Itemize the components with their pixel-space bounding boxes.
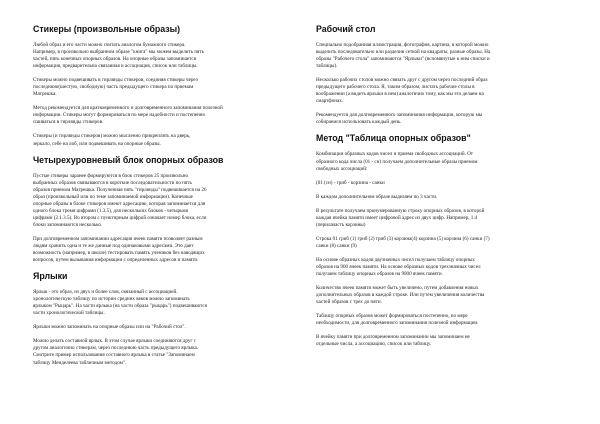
paragraph	[33, 133, 285, 147]
text-line: вопросов, путем вызывания информации с определенных адресов и памяти.	[33, 257, 199, 264]
text-line: Можно делать составной ярлык. В этом случае ярлыки соединяются друг с	[33, 338, 196, 345]
text-line: В результате получаем пронумерованную строку опорных образов, в которой	[316, 207, 485, 214]
right-column	[316, 24, 568, 355]
text-line: свободных ассоциаций:	[316, 165, 368, 172]
text-line: Ярлыки можно запоминать на опорные образы или на "Рабочий стол".	[33, 324, 186, 331]
section-title-desktop: Рабочий стол	[316, 24, 376, 34]
text-line: зеркало, себе на лоб, или подвешивать на опорные образы.	[33, 140, 161, 147]
text-line: предыдущего рабочего стола. Я, таким образом, листать рабочие столы в	[316, 84, 475, 91]
text-line: воображении (а видеть ярлыки в нем) аналогично тому, как мы это делаем на	[316, 91, 484, 98]
paragraph	[33, 42, 285, 70]
section-title-labels: Ярлыки	[33, 271, 68, 282]
paragraph	[33, 77, 285, 98]
text-line: Строка 01 гриб (1) гриб (2) гриб (3) корзина(4) корзина (5) корзина (6) санки (7)	[316, 235, 490, 242]
text-line: В каждом дополнительном образе выделяем по 3 части.	[316, 193, 438, 200]
text-line: Матрешка.	[33, 91, 57, 98]
text-line: Метод рекомендуется для кратковременного и долговременного запоминания полезной	[33, 105, 223, 112]
text-line: опорные образы в блоке стикеров имеют адресацию, которая запоминается для	[33, 200, 206, 207]
text-line: выделить последовательно или разделив сеткой на квадраты, разные образы. На	[316, 49, 491, 56]
paragraph	[316, 236, 568, 250]
text-line: одного блока тремя цифрами (1.3.5), для нескольких блоков - четырьмя	[33, 207, 188, 214]
text-line: На основе образных кодов двузначных чисел получаем таблицу опорных	[316, 256, 475, 263]
text-line: частей образов с трех до пяти.	[316, 299, 382, 306]
paragraph	[316, 180, 568, 187]
text-line: возможность (например, в школе) тестировать память учеников без наводящих	[33, 250, 205, 257]
text-line: выбранных образов связываются в короткие последовательности по пять	[33, 179, 192, 186]
paragraph	[33, 324, 285, 331]
text-line: блоки запоминаются несколько.	[33, 221, 103, 228]
text-line: собираемся использовать каждый день.	[316, 119, 402, 126]
text-line: (01 (сн) - гриб - корзина - санки	[316, 179, 385, 186]
text-line: Пустые стикеры заранее формируются в блок стикеров 25 произвольно	[33, 172, 189, 179]
text-line: таблицу Менделеева табличным методом".	[33, 359, 127, 366]
text-line: санки (8) санки (9)	[316, 242, 357, 249]
text-line: Любой образ и его части можно считать аналогом бумажного стикера.	[33, 42, 186, 48]
section-title-four-level-block: Четырехуровневый блок опорных образов	[33, 154, 224, 165]
section-title-table-method: Метод "Таблица опорных образов"	[316, 133, 471, 144]
text-line: людям хранить одна и те же данные под одинаковыми адресами. Это дает	[33, 242, 194, 249]
text-line: Смотрите пример использования составного ярлыка в статье "Запоминаем	[33, 352, 195, 359]
paragraph	[33, 338, 285, 366]
paragraph	[316, 313, 568, 327]
paragraph	[316, 208, 568, 229]
text-line: образ (произвольный или по теме запоминаемой информации). Конечные	[33, 193, 193, 200]
paragraph	[316, 334, 568, 348]
text-line: дополнительных образов в каждой строке. Или путем увеличения количества	[316, 292, 485, 299]
text-line: В ячейку памяти при долговременном запоминании мы запоминаем не	[316, 334, 470, 341]
text-line: образов приемом Матрешка. Полученная пять "гирлянды" подвешивается на 26	[33, 186, 207, 193]
text-line: частей, пять конечных опорных образов. На опорные образы запоминается	[33, 56, 197, 63]
text-line: образного кода числа (01 - сн) получаем дополнительные образы приемом	[316, 158, 478, 165]
paragraph	[33, 105, 285, 126]
text-line: образов на 900 ячеек памяти. На основе образных кодов трехзначных чисел	[316, 263, 481, 270]
text-line: получаем таблицу опорных образов на 9000 ячеек памяти.	[316, 271, 443, 278]
paragraph	[316, 285, 568, 306]
text-line: последнюю(шестую, свободную) часть предыдущего стикера по приемам	[33, 84, 194, 91]
text-line: Комбинации образных кодов чисел и приема свободных ассоциаций. От	[316, 151, 474, 158]
text-line: Количество ячеек памяти может быть увеличено, путем добавления новых	[316, 285, 479, 292]
paragraph	[316, 112, 568, 126]
text-line: хронологическую таблицу по истории средних веков можно запоминать	[33, 296, 190, 303]
text-line: (перилачасть корзины)	[316, 221, 366, 228]
text-line: смартфонах.	[316, 98, 344, 105]
text-line: Таблицу опорных образов может формироваться постепенно, по мере	[316, 313, 468, 320]
text-line: ярлыком "Рыцарь". На части ярлыка (на части образа "рыцарь") подвешиваются	[33, 303, 207, 310]
text-line: Специально подобранная иллюстрация, фотография, картина, в которой можно	[316, 42, 489, 48]
text-line: Несколько рабочих столов можно связать друг с другом через последний образ	[316, 77, 488, 84]
text-line: Например, в произвольно выбранном образе "книга" мы можем выделить пять	[33, 49, 204, 56]
paragraph	[316, 151, 568, 172]
text-line: необходимости, для долговременного запоминания полезной информации.	[316, 320, 479, 327]
text-line: другом аналогично стикерам, через последнюю часть предыдущего ярлыка.	[33, 345, 199, 352]
paragraph	[316, 194, 568, 201]
text-line: Рекомендуется для долговременного запоминания информации, которую мы	[316, 112, 483, 119]
text-line: образы "Рабочего стола" запоминаются "Ярлыки" (вспомянутые к ним списки и	[316, 56, 490, 63]
paragraph	[33, 173, 285, 229]
text-line: каждая ячейка памяти имеет цифровой адрес из двух цифр. Например, 1.4	[316, 214, 478, 221]
text-line: При долговременном запоминании адресация ячеек памяти позволяет разным	[33, 235, 203, 242]
text-line: Стикеры (и гирлянды стикеров) можно мысленно прикреплять на дверь,	[33, 133, 191, 140]
paragraph	[33, 289, 285, 317]
text-line: цифрами (2.1.3.5). Во втором с пунктирным цифрой означает номер блока, если	[33, 214, 207, 221]
text-line: части хронологической таблицы.	[33, 310, 105, 317]
text-line: информация, предварительно связанная и ассоциация, список или таблицы.	[33, 63, 198, 70]
text-line: сшиваться в гирлянды стикеров.	[33, 119, 104, 126]
paragraph	[33, 236, 285, 264]
left-column	[33, 24, 285, 374]
text-line: Ярлык - это образ, из двух и более слов, связанный с ассоциацией.	[33, 289, 178, 296]
text-line: информации. Стикеры могут формироваться по мере надобности и постепенно	[33, 112, 206, 119]
text-line: Стикеры можно подвешивать в гирлянды стикеров, соединяя стикеры через	[33, 77, 198, 84]
paragraph	[316, 257, 568, 278]
paragraph	[316, 77, 568, 105]
paragraph	[316, 42, 568, 70]
section-title-stickers: Стикеры (произвольные образы)	[33, 24, 181, 34]
text-line: отдельные числа, а ассоциацию, список или таблицу.	[316, 341, 432, 348]
text-line: таблицы).	[316, 63, 338, 70]
